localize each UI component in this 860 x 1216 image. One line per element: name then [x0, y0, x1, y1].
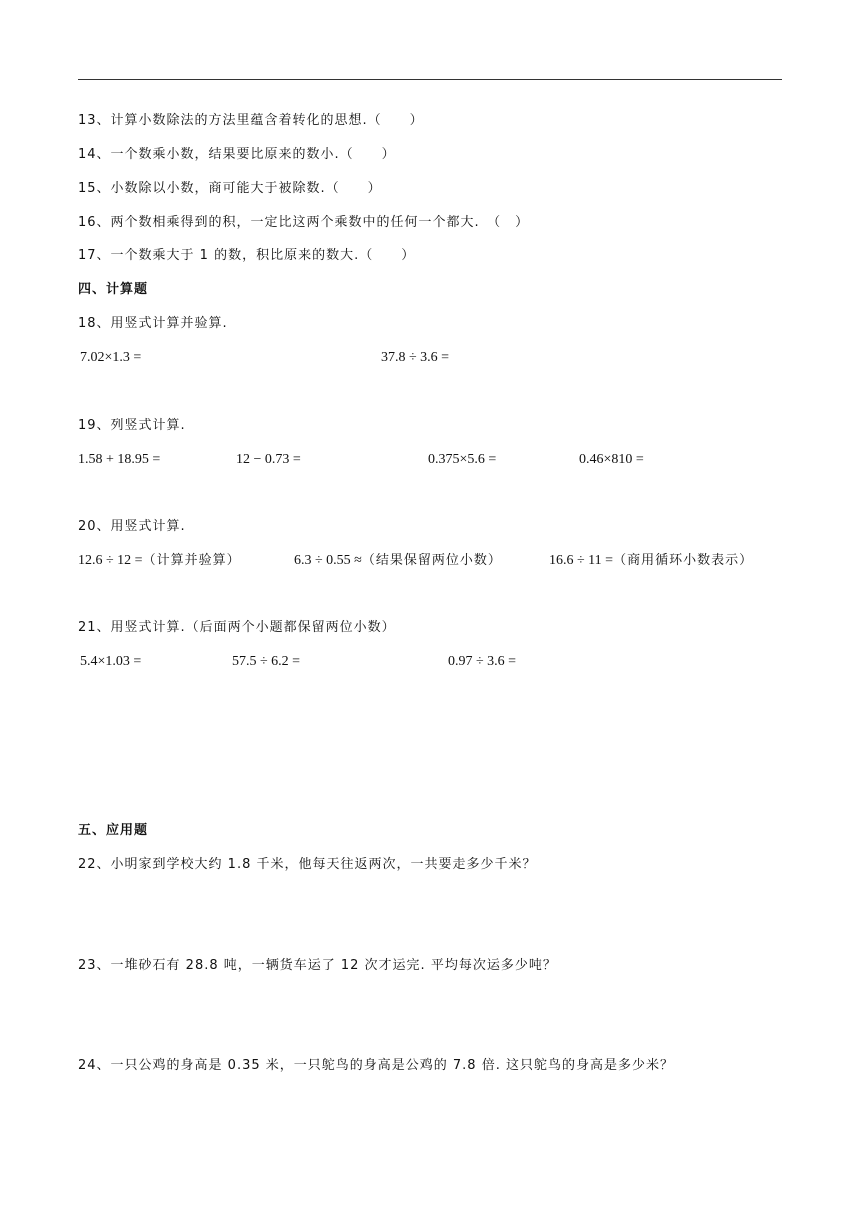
- q20-note-1: （计算并验算）: [142, 553, 241, 568]
- q19-expression-4: 0.46×810 =: [579, 452, 644, 467]
- question-20-title: 20、用竖式计算.: [78, 519, 186, 534]
- q20-expression-1: 12.6 ÷ 12 =: [78, 553, 143, 568]
- question-18-title: 18、用竖式计算并验算.: [78, 316, 228, 331]
- section-heading-calc: 四、计算题: [78, 282, 149, 297]
- section-heading-application: 五、应用题: [78, 823, 149, 838]
- q19-expression-1: 1.58 + 18.95 =: [78, 452, 161, 467]
- question-24: 24、一只公鸡的身高是 0.35 米，一只鸵鸟的身高是公鸡的 7.8 倍. 这只鸵鸟的身高是多少米？: [78, 1058, 674, 1073]
- q19-expression-3: 0.375×5.6 =: [428, 452, 497, 467]
- q21-expression-2: 57.5 ÷ 6.2 =: [232, 654, 301, 669]
- q18-expression-1: 7.02×1.3 =: [80, 350, 142, 365]
- q20-item-3: [549, 553, 753, 569]
- q20-item-1: [78, 553, 241, 569]
- q19-expression-2: 12 − 0.73 =: [236, 452, 301, 467]
- question-16: 16、两个数相乘得到的积，一定比这两个乘数中的任何一个都大. （ ）: [78, 215, 530, 230]
- question-13: 13、计算小数除法的方法里蕴含着转化的思想.（ ）: [78, 113, 424, 128]
- q20-expression-3: 16.6 ÷ 11 =: [549, 553, 614, 568]
- question-19-title: 19、列竖式计算.: [78, 418, 186, 433]
- q20-expression-2: 6.3 ÷ 0.55 ≈: [294, 553, 362, 568]
- q20-note-2: （结果保留两位小数）: [361, 553, 502, 568]
- question-14: 14、一个数乘小数，结果要比原来的数小.（ ）: [78, 147, 396, 162]
- question-22: 22、小明家到学校大约 1.8 千米，他每天往返两次，一共要走多少千米？: [78, 857, 537, 872]
- q20-item-2: [294, 553, 502, 569]
- q21-expression-3: 0.97 ÷ 3.6 =: [448, 654, 517, 669]
- question-17: 17、一个数乘大于 1 的数，积比原来的数大.（ ）: [78, 248, 416, 263]
- question-21-title: 21、用竖式计算.（后面两个小题都保留两位小数）: [78, 620, 396, 635]
- q20-note-3: （商用循环小数表示）: [613, 553, 754, 568]
- question-23: 23、一堆砂石有 28.8 吨，一辆货车运了 12 次才运完. 平均每次运多少吨？: [78, 958, 557, 973]
- question-15: 15、小数除以小数，商可能大于被除数.（ ）: [78, 181, 382, 196]
- q18-expression-2: 37.8 ÷ 3.6 =: [381, 350, 450, 365]
- header-rule: [78, 79, 782, 80]
- q21-expression-1: 5.4×1.03 =: [80, 654, 142, 669]
